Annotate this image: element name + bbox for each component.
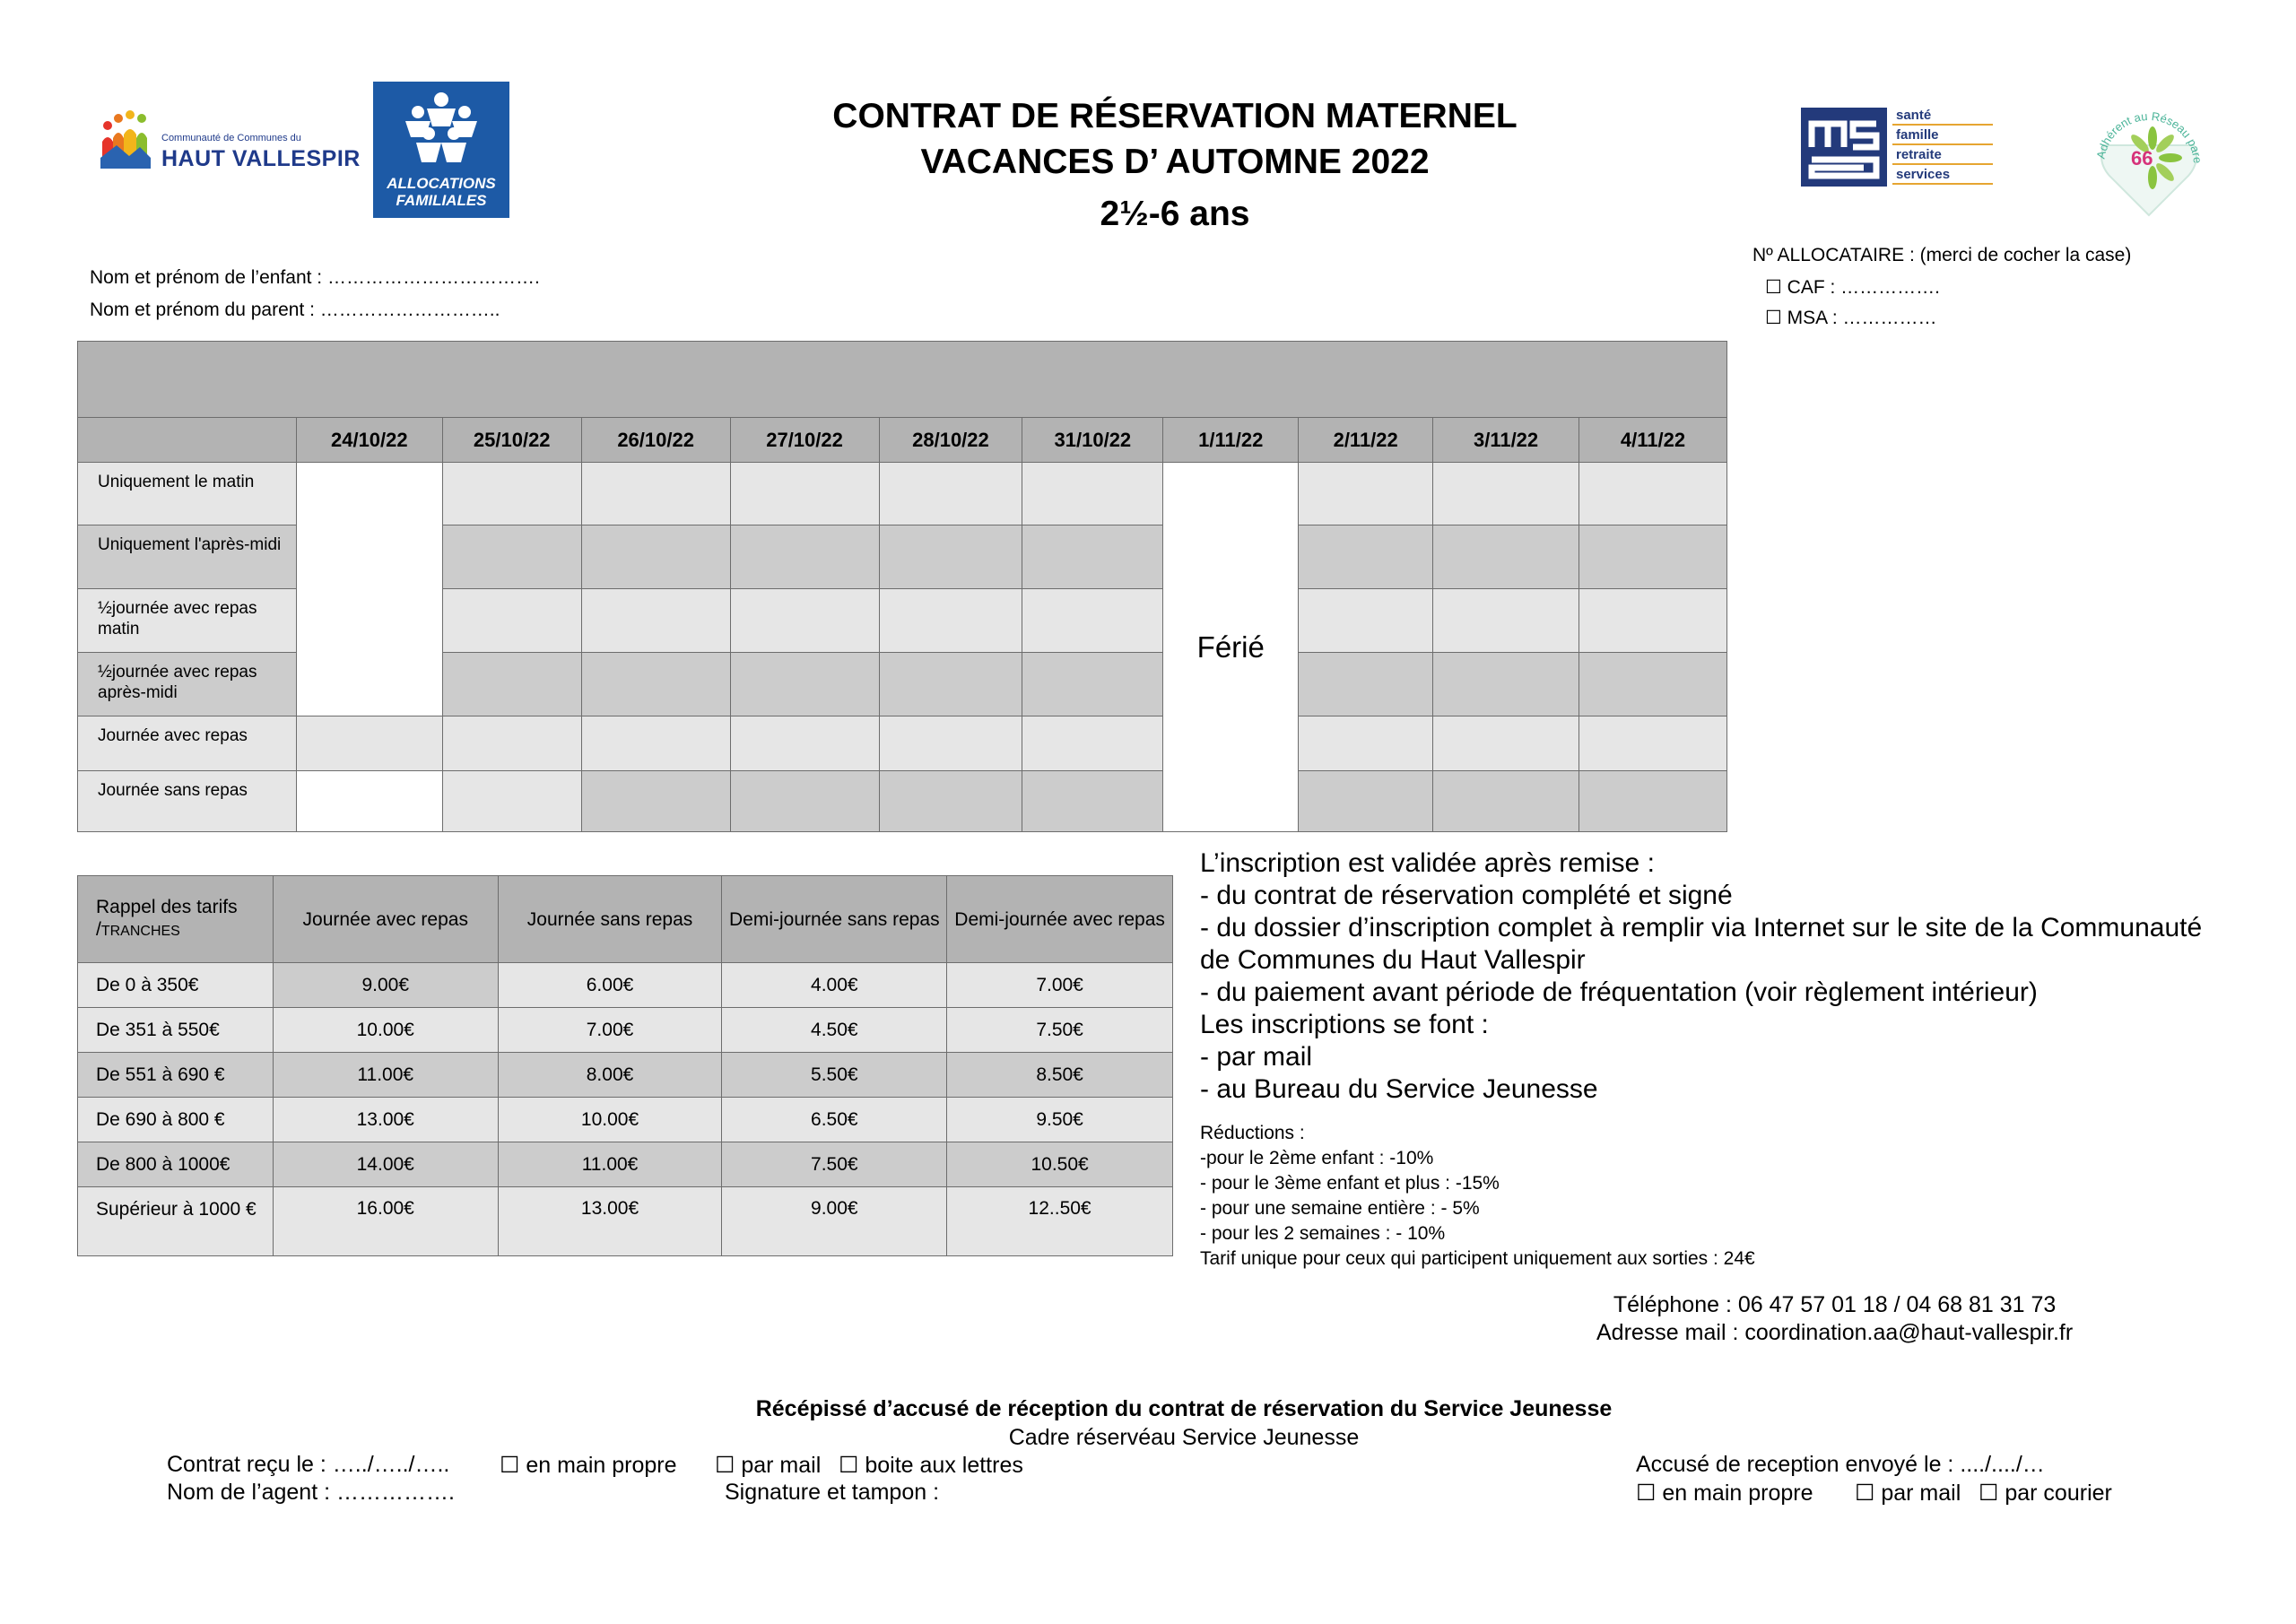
- contract-received-field[interactable]: Contrat reçu le : …../…../…..: [167, 1452, 450, 1477]
- reservation-cell[interactable]: [1433, 771, 1579, 832]
- tariff-row: [78, 1187, 1173, 1256]
- tariff-value: 10.00€: [273, 1008, 498, 1053]
- tariff-bracket: De 800 à 1000€: [78, 1142, 274, 1187]
- tariff-header-label: [78, 876, 274, 963]
- msa-logo-line: santé: [1892, 106, 1993, 126]
- reservation-cell[interactable]: [879, 716, 1022, 771]
- haut-vallespir-logo-line1: Communauté de Communes du: [161, 133, 301, 143]
- date-header: 1/11/22: [1163, 418, 1299, 463]
- reservation-cell[interactable]: [1433, 716, 1579, 771]
- tariff-row: [78, 1008, 1173, 1053]
- tariff-row: [78, 1053, 1173, 1098]
- reservation-cell[interactable]: [1433, 525, 1579, 589]
- date-header: 24/10/22: [296, 418, 442, 463]
- title-line-1: CONTRAT DE RÉSERVATION MATERNEL: [832, 97, 1518, 135]
- reservation-cell[interactable]: [442, 716, 581, 771]
- signature-field[interactable]: Signature et tampon :: [725, 1480, 940, 1505]
- row-label: Uniquement l'après-midi: [78, 525, 297, 589]
- reservation-cell[interactable]: [1299, 525, 1433, 589]
- reservation-cell[interactable]: [879, 463, 1022, 525]
- info-line: de Communes du Haut Vallespir: [1200, 945, 1586, 975]
- reservation-cell[interactable]: [1022, 589, 1163, 653]
- tariff-value: 13.00€: [273, 1098, 498, 1142]
- info-line: - du paiement avant période de fréquentation (voir règlement intérieur): [1200, 977, 2038, 1007]
- contact-info: [1596, 1291, 2073, 1347]
- reservation-cell[interactable]: [1022, 525, 1163, 589]
- receipt-title: Récépissé d’accusé de réception du contrat de réservation du Service Jeunesse: [755, 1396, 1613, 1421]
- info-line: Les inscriptions se font :: [1200, 1010, 1489, 1039]
- reservation-cell[interactable]: [296, 716, 442, 771]
- agent-name-field[interactable]: Nom de l’agent : …………….: [167, 1480, 455, 1505]
- msa-logo-line: famille: [1892, 126, 1993, 145]
- reservation-cell[interactable]: [730, 771, 879, 832]
- reduction-line: - pour le 3ème enfant et plus : -15%: [1200, 1173, 1500, 1194]
- holiday-cell: Férié: [1163, 463, 1299, 832]
- reservation-cell[interactable]: [730, 716, 879, 771]
- date-header: 27/10/22: [730, 418, 879, 463]
- haut-vallespir-emblem-icon: [99, 102, 152, 176]
- reservation-cell[interactable]: [581, 653, 730, 716]
- tariff-bracket: Supérieur à 1000 €: [78, 1187, 274, 1256]
- reservation-cell[interactable]: [581, 589, 730, 653]
- tariff-value: 7.50€: [722, 1142, 947, 1187]
- phone-number: Téléphone : 06 47 57 01 18 / 04 68 81 31 73: [1613, 1292, 2057, 1317]
- tariff-value: 11.00€: [498, 1142, 722, 1187]
- reservation-cell[interactable]: [442, 771, 581, 832]
- date-header: 3/11/22: [1433, 418, 1579, 463]
- row-label: ½journée avec repas après-midi: [78, 653, 297, 716]
- tariff-column-header: Demi-journée sans repas: [722, 876, 947, 963]
- msa-checkbox-field[interactable]: ☐ MSA : ……………: [1765, 308, 1937, 328]
- reduction-line: - pour les 2 semaines : - 10%: [1200, 1223, 1446, 1244]
- info-line: - du contrat de réservation complété et signé: [1200, 881, 1733, 910]
- caf-checkbox-field[interactable]: ☐ CAF : …………….: [1765, 277, 1940, 298]
- msa-monogram-icon: [1801, 108, 1887, 187]
- tariff-value: 8.50€: [947, 1053, 1173, 1098]
- allocataire-label: Nº ALLOCATAIRE : (merci de cocher la case): [1752, 245, 2132, 265]
- reservation-cell[interactable]: [581, 463, 730, 525]
- date-header: 31/10/22: [1022, 418, 1163, 463]
- reservation-cell[interactable]: [1579, 771, 1727, 832]
- tariff-value: 7.00€: [947, 963, 1173, 1008]
- tariff-value: 6.50€: [722, 1098, 947, 1142]
- tariff-value: 16.00€: [273, 1187, 498, 1256]
- registration-info: [1200, 847, 2202, 1106]
- reduction-line: Tarif unique pour ceux qui participent uniquement aux sorties : 24€: [1200, 1248, 1755, 1269]
- row-label: Journée avec repas: [78, 716, 297, 771]
- reservation-cell[interactable]: [1579, 589, 1727, 653]
- reseau-parentalite-logo: [2084, 93, 2213, 222]
- reservation-cell[interactable]: [730, 653, 879, 716]
- ack-sent-date-field[interactable]: Accusé de reception envoyé le : ..../..../…: [1636, 1452, 2045, 1477]
- tariff-bracket: De 551 à 690 €: [78, 1053, 274, 1098]
- reseau-parentalite-heart-icon: [2084, 93, 2213, 222]
- reservation-cell[interactable]: [1579, 463, 1727, 525]
- tariff-header-small: TRANCHES: [100, 924, 180, 939]
- tariff-bracket: De 0 à 350€: [78, 963, 274, 1008]
- tariff-column-header: Journée avec repas: [273, 876, 498, 963]
- tariff-value: 8.00€: [498, 1053, 722, 1098]
- reservation-cell[interactable]: [879, 589, 1022, 653]
- haut-vallespir-logo-line2: HAUT VALLESPIR: [161, 146, 361, 171]
- ack-by-mail-checkbox[interactable]: ☐ par mail: [1855, 1481, 1961, 1506]
- title-line-2: VACANCES D’ AUTOMNE 2022: [920, 143, 1430, 181]
- tariff-row: [78, 1142, 1173, 1187]
- reservation-cell[interactable]: [1022, 771, 1163, 832]
- reductions-info: [1200, 1121, 1755, 1272]
- date-header: 25/10/22: [442, 418, 581, 463]
- reservation-cell[interactable]: [581, 771, 730, 832]
- date-header: 2/11/22: [1299, 418, 1433, 463]
- row-label: ½journée avec repas matin: [78, 589, 297, 653]
- msa-logo: [1801, 99, 1998, 192]
- tariff-column-header: Journée sans repas: [498, 876, 722, 963]
- document-title: [735, 93, 1614, 185]
- tariff-bracket: De 690 à 800 €: [78, 1098, 274, 1142]
- tariff-value: 9.00€: [722, 1187, 947, 1256]
- caf-family-icon: [396, 91, 486, 173]
- tariff-value: 10.50€: [947, 1142, 1173, 1187]
- reseau-parentalite-number: 66: [2131, 147, 2153, 169]
- reservation-cell[interactable]: [1433, 589, 1579, 653]
- ack-by-post-checkbox[interactable]: ☐ par courier: [1979, 1481, 2112, 1506]
- date-header: 26/10/22: [581, 418, 730, 463]
- reservation-cell[interactable]: [1022, 653, 1163, 716]
- reservation-cell[interactable]: [581, 525, 730, 589]
- received-mailbox-checkbox[interactable]: ☐ boite aux lettres: [839, 1453, 1023, 1478]
- tariff-value: 14.00€: [273, 1142, 498, 1187]
- email-address[interactable]: Adresse mail : coordination.aa@haut-vallespir.fr: [1596, 1320, 2074, 1345]
- tariff-column-header: Demi-journée avec repas: [947, 876, 1173, 963]
- reservation-cell[interactable]: [442, 525, 581, 589]
- reservation-cell[interactable]: [1433, 653, 1579, 716]
- reduction-line: Réductions :: [1200, 1123, 1305, 1143]
- reservation-cell[interactable]: [879, 653, 1022, 716]
- reservation-cell[interactable]: [1579, 525, 1727, 589]
- reservation-cell[interactable]: [1022, 463, 1163, 525]
- schedule-table: [77, 341, 1727, 832]
- info-line: L’inscription est validée après remise :: [1200, 848, 1655, 878]
- tariff-value: 7.50€: [947, 1008, 1173, 1053]
- reservation-cell[interactable]: [1299, 771, 1433, 832]
- tariff-value: 9.50€: [947, 1098, 1173, 1142]
- reservation-cell[interactable]: [1299, 653, 1433, 716]
- age-range-subtitle: 2½-6 ans: [1100, 195, 1250, 233]
- reservation-cell[interactable]: [442, 589, 581, 653]
- tariff-value: 7.00€: [498, 1008, 722, 1053]
- reservation-cell[interactable]: [442, 653, 581, 716]
- reservation-cell[interactable]: [1433, 463, 1579, 525]
- tariff-header-text: Rappel des tarifs /: [96, 897, 238, 940]
- info-line: - du dossier d’inscription complet à remplir via Internet sur le site de la Communauté: [1200, 913, 2203, 942]
- reservation-cell[interactable]: [1022, 716, 1163, 771]
- msa-logo-line: services: [1892, 165, 1993, 185]
- tariff-value: 6.00€: [498, 963, 722, 1008]
- blocked-cell-24-10: [296, 463, 442, 716]
- date-header: 4/11/22: [1579, 418, 1727, 463]
- reservation-cell[interactable]: [1299, 589, 1433, 653]
- received-in-hand-checkbox[interactable]: ☐ en main propre: [500, 1453, 677, 1478]
- caf-logo: [373, 82, 509, 218]
- tariff-value: 12..50€: [947, 1187, 1173, 1256]
- reservation-cell[interactable]: [879, 525, 1022, 589]
- tariff-table: [77, 875, 1173, 1256]
- tariff-value: 9.00€: [273, 963, 498, 1008]
- reseau-parentalite-text: Adhérent au Réseau pare: [2093, 109, 2205, 164]
- tariff-row: [78, 963, 1173, 1008]
- msa-logo-line: retraite: [1892, 145, 1993, 165]
- haut-vallespir-logo: [86, 97, 361, 187]
- receipt-subtitle: Cadre réservéau Service Jeunesse: [1008, 1425, 1360, 1450]
- caf-logo-line1: ALLOCATIONS: [387, 175, 496, 192]
- tariff-value: 13.00€: [498, 1187, 722, 1256]
- child-name-field[interactable]: Nom et prénom de l’enfant : …………………………….: [90, 267, 540, 288]
- reservation-cell[interactable]: [730, 589, 879, 653]
- reservation-cell[interactable]: [879, 771, 1022, 832]
- tariff-value: 10.00€: [498, 1098, 722, 1142]
- reservation-cell[interactable]: [1299, 716, 1433, 771]
- reduction-line: -pour le 2ème enfant : -10%: [1200, 1148, 1434, 1168]
- reservation-cell[interactable]: [730, 463, 879, 525]
- tariff-row: [78, 1098, 1173, 1142]
- reduction-line: - pour une semaine entière : - 5%: [1200, 1198, 1480, 1219]
- reservation-cell[interactable]: [1579, 653, 1727, 716]
- info-line: - par mail: [1200, 1042, 1313, 1072]
- date-header: 28/10/22: [879, 418, 1022, 463]
- tariff-bracket: De 351 à 550€: [78, 1008, 274, 1053]
- caf-logo-line2: FAMILIALES: [396, 192, 487, 209]
- reservation-cell[interactable]: [442, 463, 581, 525]
- reservation-cell[interactable]: [581, 716, 730, 771]
- reservation-cell[interactable]: [1299, 463, 1433, 525]
- schedule-header-band: [78, 342, 1727, 418]
- ack-in-hand-checkbox[interactable]: ☐ en main propre: [1636, 1481, 1813, 1506]
- schedule-corner-cell: [78, 418, 297, 463]
- tariff-value: 5.50€: [722, 1053, 947, 1098]
- tariff-value: 11.00€: [273, 1053, 498, 1098]
- received-by-mail-checkbox[interactable]: ☐ par mail: [715, 1453, 822, 1478]
- tariff-value: 4.50€: [722, 1008, 947, 1053]
- info-line: - au Bureau du Service Jeunesse: [1200, 1074, 1598, 1104]
- row-label: Journée sans repas: [78, 771, 297, 832]
- reservation-cell[interactable]: [1579, 716, 1727, 771]
- parent-name-field[interactable]: Nom et prénom du parent : ………………………..: [90, 300, 500, 320]
- tariff-value: 4.00€: [722, 963, 947, 1008]
- row-label: Uniquement le matin: [78, 463, 297, 525]
- reservation-cell[interactable]: [296, 771, 442, 832]
- reservation-cell[interactable]: [730, 525, 879, 589]
